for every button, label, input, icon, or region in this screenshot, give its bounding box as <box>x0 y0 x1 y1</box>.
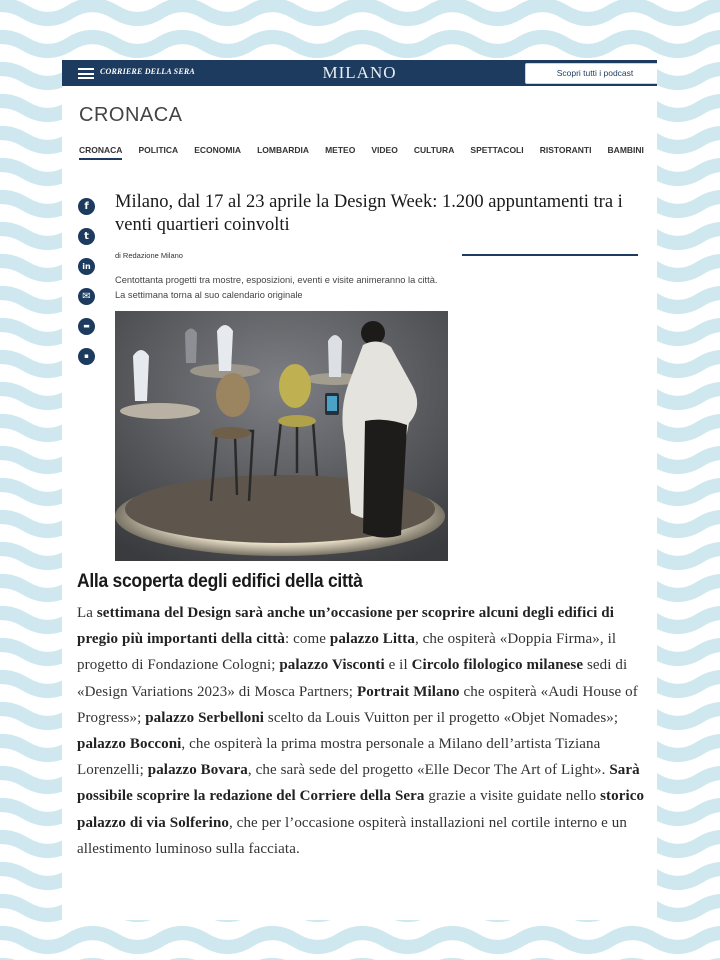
bookmark-icon[interactable]: ▪ <box>78 348 95 365</box>
body-text: La <box>77 605 97 621</box>
nav-item-spettacoli[interactable]: SPETTACOLI <box>470 145 524 155</box>
body-text: : come <box>285 631 330 648</box>
byline: di Redazione Milano <box>115 251 183 260</box>
body-highlight: palazzo Serbelloni <box>145 709 265 726</box>
podcast-button[interactable]: Scopri tutti i podcast <box>525 63 657 84</box>
body-text: , che sarà sede del progetto «Elle Decor The Art of Light». <box>247 762 610 779</box>
body-text: , che ospiterà la prima mostra personale a Milano dell’artista Tiziana Lorenzelli; <box>77 736 601 779</box>
article-summary: Centottanta progetti tra mostre, esposizioni, eventi e visite animeranno la città. La settimana torna al suo calendario originale <box>115 275 438 300</box>
body-highlight: Sarà possibile scoprire la redazione del Corriere della Sera <box>77 762 640 805</box>
body-text: sedi di «Design Variations 2023» di Mosca Partners; <box>77 657 628 700</box>
body-highlight: palazzo Bocconi <box>77 736 182 753</box>
linkedin-icon[interactable]: in <box>78 258 95 275</box>
nav-item-lombardia[interactable]: LOMBARDIA <box>257 145 310 155</box>
section-title: CRONACA <box>79 104 183 126</box>
section-nav <box>79 145 644 160</box>
body-highlight: Portrait Milano <box>356 683 460 700</box>
article-headline: Milano, dal 17 al 23 aprile la Design Week: 1.200 appuntamenti tra i venti quartieri coinvolti <box>115 192 623 235</box>
body-text: , che per l’occasione ospiterà installazioni nel cortile interno e un allestimento luminoso sulla facciata. <box>77 814 627 857</box>
body-highlight: palazzo Bovara <box>147 762 248 779</box>
nav-item-bambini[interactable]: BAMBINI <box>607 145 644 155</box>
body-text: , che ospiterà «Doppia Firma», il progetto di Fondazione Cologni; <box>77 631 617 674</box>
nav-item-ristoranti[interactable]: RISTORANTI <box>539 145 592 155</box>
article-body <box>77 600 649 862</box>
body-highlight: Circolo filologico milanese <box>411 657 584 674</box>
body-highlight: settimana del Design sarà anche un’occasione per scoprire alcuni degli edifici di pregio più importanti della città <box>77 605 614 648</box>
body-text: grazie a visite guidate nello <box>424 788 601 805</box>
top-bar <box>62 60 657 86</box>
twitter-icon[interactable]: t <box>78 228 95 245</box>
brand-logo[interactable]: CORRIERE DELLA SERA <box>100 67 195 76</box>
body-text: scelto da Louis Vuitton per il progetto «Objet Nomades»; <box>264 709 619 726</box>
city-title[interactable]: MILANO <box>322 63 397 82</box>
body-text: e il <box>384 657 412 674</box>
body-highlight: palazzo Litta <box>329 631 415 648</box>
comment-icon[interactable]: ▬ <box>78 318 95 335</box>
article-photo <box>115 311 448 561</box>
nav-item-meteo[interactable]: METEO <box>325 145 356 155</box>
nav-item-politica[interactable]: POLITICA <box>138 145 179 155</box>
article-screenshot <box>62 58 657 920</box>
article-subhead: Alla scoperta degli edifici della città <box>77 571 363 592</box>
nav-item-cronaca[interactable]: CRONACA <box>79 145 122 160</box>
body-highlight: palazzo Visconti <box>279 657 385 674</box>
nav-item-cultura[interactable]: CULTURA <box>413 145 455 155</box>
email-icon[interactable]: ✉ <box>78 288 95 305</box>
nav-item-video[interactable]: VIDEO <box>371 145 398 155</box>
nav-item-economia[interactable]: ECONOMIA <box>194 145 241 155</box>
body-highlight: storico palazzo di via Solferino <box>77 788 645 831</box>
facebook-icon[interactable]: f <box>78 198 95 215</box>
body-text: che ospiterà «Audi House of Progress»; <box>77 683 638 726</box>
divider <box>462 254 638 256</box>
